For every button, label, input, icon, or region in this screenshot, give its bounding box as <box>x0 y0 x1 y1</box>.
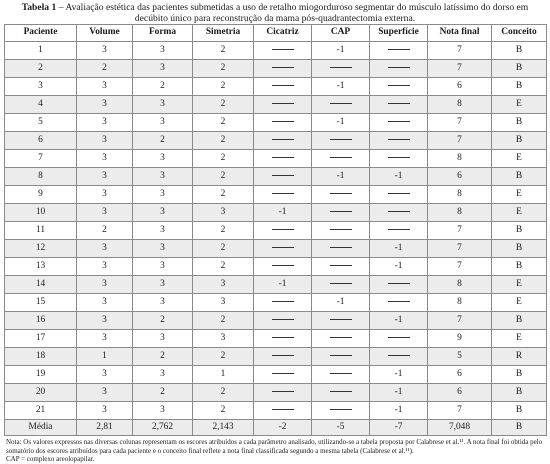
table-cell: 10 <box>5 203 77 221</box>
table-cell: -1 <box>254 275 312 293</box>
table-cell: 3 <box>133 293 193 311</box>
blank-cell <box>312 149 370 167</box>
table-cell: B <box>492 401 547 419</box>
table-cell: 2 <box>193 167 254 185</box>
blank-cell <box>312 401 370 419</box>
table-cell: B <box>492 59 547 77</box>
blank-cell <box>370 185 428 203</box>
table-row <box>5 167 547 185</box>
blank-cell <box>370 95 428 113</box>
blank-line <box>272 240 294 248</box>
blank-cell <box>312 347 370 365</box>
table-cell: B <box>492 365 547 383</box>
table-body <box>5 41 547 436</box>
table-cell: 20 <box>5 383 77 401</box>
table-cell: 2 <box>193 185 254 203</box>
table-cell: B <box>492 239 547 257</box>
table-cell: 3 <box>133 95 193 113</box>
table-cell: 3 <box>77 383 133 401</box>
blank-line <box>330 330 352 338</box>
blank-line <box>388 78 410 86</box>
column-header: CAP <box>312 25 370 42</box>
blank-cell <box>254 77 312 95</box>
blank-line <box>272 222 294 230</box>
table-cell: 5 <box>5 113 77 131</box>
blank-line <box>388 186 410 194</box>
blank-cell <box>312 311 370 329</box>
table-cell: 2 <box>193 239 254 257</box>
blank-line <box>272 114 294 122</box>
blank-cell <box>312 365 370 383</box>
table-cell: 8 <box>428 149 492 167</box>
table-cell: 2 <box>193 41 254 59</box>
table-cell: 2 <box>133 311 193 329</box>
table-row <box>5 41 547 59</box>
table-cell: B <box>492 257 547 275</box>
blank-cell <box>312 131 370 149</box>
table-cell: E <box>492 329 547 347</box>
blank-cell <box>370 113 428 131</box>
column-header: Volume <box>77 25 133 42</box>
table-cell: -1 <box>312 41 370 59</box>
table-row <box>5 203 547 221</box>
table-cell: E <box>492 149 547 167</box>
column-header: Paciente <box>5 25 77 42</box>
table-cell: B <box>492 221 547 239</box>
summary-row <box>5 419 547 436</box>
table-cell: 8 <box>5 167 77 185</box>
table-cell: 3 <box>77 257 133 275</box>
blank-line <box>272 168 294 176</box>
table-cell: 7 <box>428 59 492 77</box>
blank-cell <box>254 293 312 311</box>
table-cell: 3 <box>133 221 193 239</box>
table-cell: 3 <box>133 275 193 293</box>
blank-line <box>388 276 410 284</box>
blank-line <box>388 132 410 140</box>
blank-line <box>272 312 294 320</box>
table-cell: -2 <box>254 419 312 436</box>
blank-cell <box>254 167 312 185</box>
table-cell: 2 <box>77 221 133 239</box>
blank-cell <box>254 383 312 401</box>
blank-cell <box>370 329 428 347</box>
table-cell: 3 <box>77 293 133 311</box>
blank-cell <box>312 275 370 293</box>
table-cell: 2 <box>193 131 254 149</box>
blank-cell <box>312 59 370 77</box>
table-cell: B <box>492 311 547 329</box>
blank-line <box>388 348 410 356</box>
column-header: Superfície <box>370 25 428 42</box>
table-cell: 8 <box>428 275 492 293</box>
table-cell: 3 <box>77 149 133 167</box>
column-header: Simetria <box>193 25 254 42</box>
table-cell: 3 <box>193 203 254 221</box>
table-cell: -1 <box>312 167 370 185</box>
blank-cell <box>312 221 370 239</box>
blank-cell <box>370 149 428 167</box>
table-cell: E <box>492 203 547 221</box>
header-row <box>5 25 547 42</box>
table-cell: B <box>492 419 547 436</box>
table-cell: 3 <box>133 185 193 203</box>
table-cell: 3 <box>77 365 133 383</box>
table-cell: 5 <box>428 347 492 365</box>
table-cell: 7 <box>428 239 492 257</box>
table-cell: 17 <box>5 329 77 347</box>
table-cell: 3 <box>5 77 77 95</box>
blank-cell <box>370 203 428 221</box>
blank-line <box>388 42 410 50</box>
blank-line <box>330 240 352 248</box>
blank-cell <box>312 203 370 221</box>
table-cell: 12 <box>5 239 77 257</box>
table-cell: 9 <box>428 329 492 347</box>
table-cell: -1 <box>312 77 370 95</box>
blank-cell <box>254 41 312 59</box>
table-row <box>5 401 547 419</box>
blank-cell <box>312 95 370 113</box>
blank-line <box>330 96 352 104</box>
table-cell: 3 <box>193 275 254 293</box>
blank-cell <box>254 329 312 347</box>
table-cell: 3 <box>133 257 193 275</box>
table-cell: 4 <box>5 95 77 113</box>
table-cell: 3 <box>133 41 193 59</box>
blank-line <box>330 276 352 284</box>
blank-line <box>272 132 294 140</box>
table-cell: 8 <box>428 185 492 203</box>
blank-cell <box>370 221 428 239</box>
table-cell: 6 <box>5 131 77 149</box>
table-cell: 2 <box>193 113 254 131</box>
table-cell: 3 <box>77 95 133 113</box>
blank-cell <box>370 275 428 293</box>
table-cell: 3 <box>77 401 133 419</box>
table-cell: 3 <box>77 311 133 329</box>
blank-line <box>272 42 294 50</box>
table-row <box>5 293 547 311</box>
table-cell: 3 <box>133 365 193 383</box>
table-cell: E <box>492 275 547 293</box>
table-cell: 7,048 <box>428 419 492 436</box>
table-row <box>5 311 547 329</box>
table-cell: -7 <box>370 419 428 436</box>
table-cell: 3 <box>77 329 133 347</box>
table-cell: E <box>492 95 547 113</box>
table-cell: 7 <box>428 41 492 59</box>
blank-cell <box>254 401 312 419</box>
blank-line <box>388 204 410 212</box>
blank-cell <box>370 131 428 149</box>
table-cell: E <box>492 293 547 311</box>
table-cell: 2 <box>193 383 254 401</box>
blank-line <box>272 402 294 410</box>
blank-line <box>330 366 352 374</box>
blank-cell <box>312 185 370 203</box>
table-cell: -1 <box>370 365 428 383</box>
table-cell: -1 <box>370 311 428 329</box>
blank-line <box>272 96 294 104</box>
table-row <box>5 275 547 293</box>
table-cell: 15 <box>5 293 77 311</box>
table-cell: 3 <box>133 59 193 77</box>
blank-line <box>388 96 410 104</box>
blank-cell <box>370 59 428 77</box>
table-cell: -1 <box>370 401 428 419</box>
blank-line <box>388 150 410 158</box>
table-cell: 13 <box>5 257 77 275</box>
blank-line <box>388 222 410 230</box>
table-cell: 2 <box>193 149 254 167</box>
table-cell: 11 <box>5 221 77 239</box>
table-cell: 2 <box>133 131 193 149</box>
blank-line <box>272 150 294 158</box>
blank-cell <box>254 257 312 275</box>
blank-line <box>272 258 294 266</box>
blank-cell <box>254 239 312 257</box>
column-header: Cicatriz <box>254 25 312 42</box>
table-cell: 2 <box>193 401 254 419</box>
table-cell: E <box>492 185 547 203</box>
table-row <box>5 383 547 401</box>
table-cell: 3 <box>77 239 133 257</box>
table-cell: -1 <box>370 383 428 401</box>
table-cell: 1 <box>77 347 133 365</box>
blank-line <box>272 384 294 392</box>
table-cell: 3 <box>133 329 193 347</box>
table-cell: 3 <box>77 77 133 95</box>
blank-line <box>388 294 410 302</box>
table-row <box>5 131 547 149</box>
blank-cell <box>312 257 370 275</box>
table-cell: 21 <box>5 401 77 419</box>
table-cell: B <box>492 41 547 59</box>
table-row <box>5 257 547 275</box>
table-cell: 6 <box>428 365 492 383</box>
blank-line <box>330 222 352 230</box>
table-caption <box>4 0 546 24</box>
table-row <box>5 347 547 365</box>
blank-line <box>330 312 352 320</box>
table-cell: 3 <box>133 113 193 131</box>
table-cell: 18 <box>5 347 77 365</box>
table-cell: 16 <box>5 311 77 329</box>
table-cell: 7 <box>428 221 492 239</box>
table-cell: B <box>492 113 547 131</box>
note-text: Nota: Os valores expressos nas diversas colunas representam os escores atribuídos a cada parâmetro analisado, utilizando-se a tabela proposta por Calabrese et al.¹¹. A nota final foi obtida pelo somatório dos escores atribuídos para cada paciente e o conceito final reflete a nota final classificada segundo a mesma tabela (Calabrese et al.¹¹). <box>6 438 543 455</box>
table-cell: 6 <box>428 77 492 95</box>
table-cell: 14 <box>5 275 77 293</box>
table-notes <box>4 436 546 464</box>
blank-cell <box>370 293 428 311</box>
table-cell: Média <box>5 419 77 436</box>
blank-line <box>330 258 352 266</box>
note-abbreviation: CAP = complexo areolopapilar. <box>6 455 95 464</box>
blank-line <box>330 348 352 356</box>
table-cell: 3 <box>133 239 193 257</box>
blank-cell <box>370 77 428 95</box>
table-row <box>5 239 547 257</box>
table-cell: B <box>492 131 547 149</box>
blank-line <box>388 60 410 68</box>
blank-cell <box>254 311 312 329</box>
table-cell: 2 <box>193 95 254 113</box>
table-row <box>5 185 547 203</box>
table-cell: 8 <box>428 293 492 311</box>
table-cell: 3 <box>77 41 133 59</box>
blank-line <box>272 186 294 194</box>
blank-line <box>330 402 352 410</box>
blank-line <box>330 132 352 140</box>
caption-label: Tabela 1 <box>21 2 57 13</box>
table-cell: 2 <box>193 221 254 239</box>
table-cell: 3 <box>133 149 193 167</box>
table-cell: 2,81 <box>77 419 133 436</box>
table-cell: 7 <box>428 113 492 131</box>
table-cell: 8 <box>428 95 492 113</box>
table-row <box>5 59 547 77</box>
table-cell: B <box>492 77 547 95</box>
table-cell: -1 <box>370 167 428 185</box>
blank-cell <box>312 329 370 347</box>
caption-text: – Avaliação estética das pacientes submetidas a uso de retalho miogorduroso segmentar do músculo latíssimo do dorso em decúbito único para reconstrução da mama pós-quadrantectomia externa. <box>58 2 529 24</box>
table-cell: 7 <box>428 257 492 275</box>
table-cell: 3 <box>133 203 193 221</box>
table-cell: 6 <box>428 383 492 401</box>
table-row <box>5 95 547 113</box>
blank-line <box>272 366 294 374</box>
table-cell: R <box>492 347 547 365</box>
table-cell: 2 <box>193 257 254 275</box>
column-header: Forma <box>133 25 193 42</box>
table-cell: 2 <box>193 311 254 329</box>
table-cell: 2 <box>133 77 193 95</box>
table-cell: 2 <box>193 77 254 95</box>
blank-cell <box>370 347 428 365</box>
blank-cell <box>254 113 312 131</box>
blank-line <box>388 114 410 122</box>
blank-line <box>272 348 294 356</box>
table-cell: -1 <box>370 239 428 257</box>
table-cell: 3 <box>77 131 133 149</box>
blank-cell <box>254 149 312 167</box>
table-cell: 6 <box>428 167 492 185</box>
column-header: Nota final <box>428 25 492 42</box>
table-row <box>5 365 547 383</box>
table-cell: 3 <box>133 401 193 419</box>
table-cell: -1 <box>312 293 370 311</box>
table-cell: 3 <box>193 293 254 311</box>
table-cell: B <box>492 383 547 401</box>
table-cell: 3 <box>77 275 133 293</box>
table-cell: -1 <box>370 257 428 275</box>
table-row <box>5 329 547 347</box>
blank-line <box>272 60 294 68</box>
blank-cell <box>254 221 312 239</box>
table-cell: 2 <box>5 59 77 77</box>
table-cell: 3 <box>77 203 133 221</box>
table-cell: 2,143 <box>193 419 254 436</box>
blank-cell <box>254 347 312 365</box>
blank-cell <box>254 95 312 113</box>
table-cell: -5 <box>312 419 370 436</box>
table-cell: 2 <box>133 347 193 365</box>
blank-line <box>388 330 410 338</box>
table-figure <box>4 0 546 464</box>
table-cell: 1 <box>5 41 77 59</box>
blank-line <box>330 384 352 392</box>
table-cell: 2,762 <box>133 419 193 436</box>
column-header: Conceito <box>492 25 547 42</box>
table-row <box>5 221 547 239</box>
blank-cell <box>370 41 428 59</box>
blank-line <box>330 150 352 158</box>
blank-cell <box>254 59 312 77</box>
table-cell: 7 <box>428 401 492 419</box>
table-cell: B <box>492 167 547 185</box>
table-cell: -1 <box>312 113 370 131</box>
table-cell: 3 <box>193 329 254 347</box>
blank-cell <box>312 383 370 401</box>
table-cell: 3 <box>77 167 133 185</box>
blank-line <box>272 294 294 302</box>
blank-cell <box>312 239 370 257</box>
blank-line <box>330 186 352 194</box>
table-cell: -1 <box>254 203 312 221</box>
table-cell: 3 <box>77 113 133 131</box>
table-cell: 7 <box>428 311 492 329</box>
table-cell: 1 <box>193 365 254 383</box>
blank-line <box>330 60 352 68</box>
table-cell: 7 <box>5 149 77 167</box>
table-cell: 3 <box>133 167 193 185</box>
table-row <box>5 149 547 167</box>
table-cell: 19 <box>5 365 77 383</box>
table-cell: 2 <box>77 59 133 77</box>
table-cell: 7 <box>428 131 492 149</box>
table-cell: 2 <box>193 59 254 77</box>
evaluation-table <box>4 24 547 436</box>
blank-cell <box>254 185 312 203</box>
blank-line <box>272 78 294 86</box>
blank-line <box>272 330 294 338</box>
table-cell: 2 <box>133 383 193 401</box>
table-row <box>5 113 547 131</box>
table-cell: 8 <box>428 203 492 221</box>
table-cell: 3 <box>77 185 133 203</box>
blank-line <box>330 204 352 212</box>
blank-cell <box>254 365 312 383</box>
blank-cell <box>254 131 312 149</box>
table-cell: 9 <box>5 185 77 203</box>
table-row <box>5 77 547 95</box>
table-cell: 2 <box>193 347 254 365</box>
